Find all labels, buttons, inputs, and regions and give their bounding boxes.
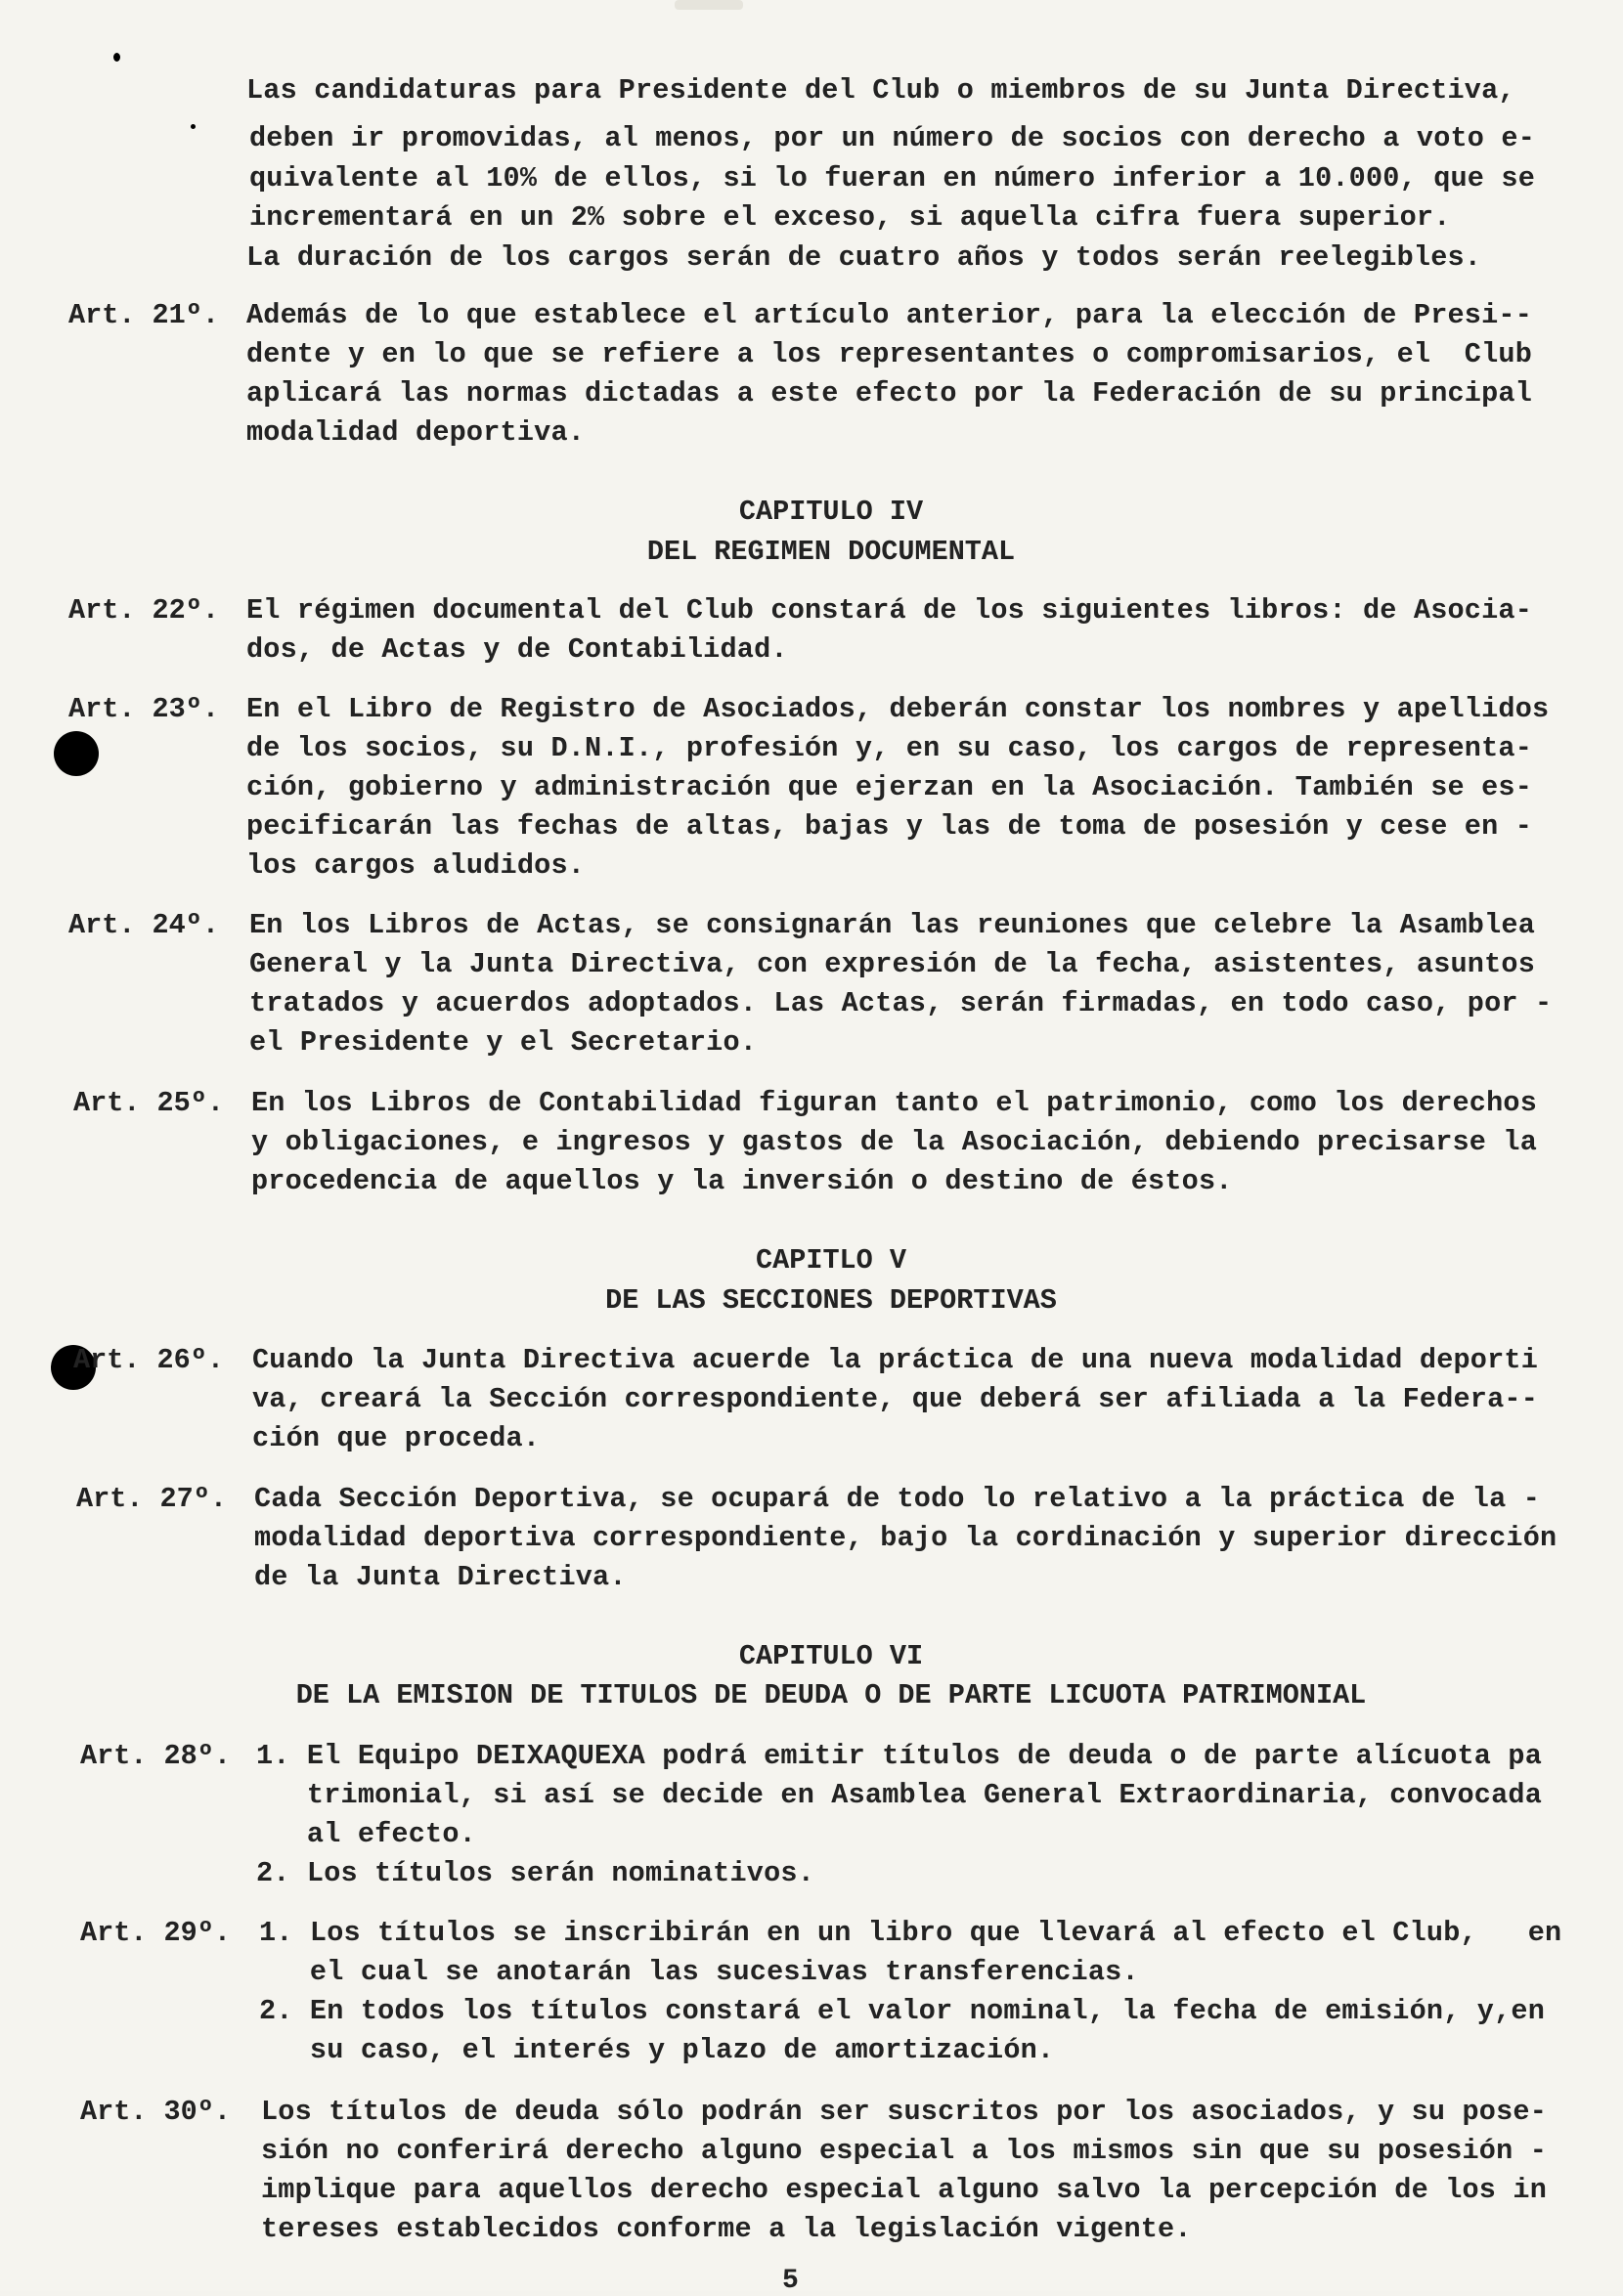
- article-line: modalidad deportiva correspondiente, bajo la cordinación y superior dirección: [254, 1522, 1557, 1554]
- article-line: 1. El Equipo DEIXAQUEXA podrá emitir títulos de deuda o de parte alícuota pa: [256, 1740, 1543, 1772]
- article-line: procedencia de aquellos y la inversión o destino de éstos.: [251, 1165, 1233, 1197]
- article-line: pecificarán las fechas de altas, bajas y las de toma de posesión y cese en -: [246, 810, 1533, 843]
- article-line: de la Junta Directiva.: [254, 1561, 627, 1593]
- article-line: su caso, el interés y plazo de amortización.: [259, 2034, 1055, 2066]
- article-label: Art. 24º.: [68, 909, 219, 941]
- article-line: aplicará las normas dictadas a este efecto por la Federación de su principal: [246, 377, 1533, 410]
- article-line: sión no conferirá derecho alguno especial a los mismos sin que su posesión -: [261, 2135, 1548, 2167]
- intro-line: La duración de los cargos serán de cuatro años y todos serán reelegibles.: [246, 241, 1482, 274]
- article-line: 1. Los títulos se inscribirán en un libro que llevará al efecto el Club, en: [259, 1917, 1562, 1949]
- article-line: En los Libros de Contabilidad figuran tanto el patrimonio, como los derechos: [251, 1087, 1538, 1119]
- article-label: Art. 29º.: [80, 1917, 231, 1949]
- chapter-number: CAPITULO VI: [738, 1640, 924, 1672]
- article-line: 2. Los títulos serán nominativos.: [256, 1857, 814, 1889]
- chapter-title: DE LA EMISION DE TITULOS DE DEUDA O DE PARTE LICUOTA PATRIMONIAL: [295, 1679, 1367, 1711]
- ink-speck: [113, 53, 120, 62]
- article-label: Art. 21º.: [68, 299, 219, 331]
- article-line: trimonial, si así se decide en Asamblea General Extraordinaria, convocada: [256, 1779, 1543, 1811]
- article-label: Art. 27º.: [76, 1483, 227, 1515]
- article-label: Art. 25º.: [73, 1087, 224, 1119]
- article-line: Los títulos de deuda sólo podrán ser suscritos por los asociados, y su pose-: [261, 2096, 1548, 2128]
- article-label: Art. 26º.: [73, 1344, 224, 1376]
- article-label: Art. 30º.: [80, 2096, 231, 2128]
- article-line: de los socios, su D.N.I., profesión y, en su caso, los cargos de representa-: [246, 732, 1533, 764]
- intro-line: quivalente al 10% de ellos, si lo fueran en número inferior a 10.000, que se: [249, 162, 1536, 195]
- article-line: ción, gobierno y administración que ejerzan en la Asociación. También se es-: [246, 771, 1533, 803]
- chapter-number: CAPITLO V: [756, 1244, 906, 1277]
- intro-line: incrementará en un 2% sobre el exceso, si aquella cifra fuera superior.: [249, 201, 1451, 234]
- scan-smudge: [675, 0, 743, 10]
- article-line: tereses establecidos conforme a la legislación vigente.: [261, 2213, 1192, 2245]
- article-line: y obligaciones, e ingresos y gastos de la Asociación, debiendo precisarse la: [251, 1126, 1538, 1158]
- article-line: va, creará la Sección correspondiente, que deberá ser afiliada a la Federa--: [252, 1383, 1539, 1415]
- article-label: Art. 28º.: [80, 1740, 231, 1772]
- article-line: En los Libros de Actas, se consignarán las reuniones que celebre la Asamblea: [249, 909, 1536, 941]
- article-line: Además de lo que establece el artículo anterior, para la elección de Presi--: [246, 299, 1533, 331]
- article-line: Cada Sección Deportiva, se ocupará de todo lo relativo a la práctica de la -: [254, 1483, 1541, 1515]
- chapter-title: DEL REGIMEN DOCUMENTAL: [646, 536, 1016, 568]
- intro-line: deben ir promovidas, al menos, por un número de socios con derecho a voto e-: [249, 122, 1536, 154]
- article-line: Cuando la Junta Directiva acuerde la práctica de una nueva modalidad deporti: [252, 1344, 1539, 1376]
- page-number: 5: [782, 2266, 799, 2296]
- punch-hole-mark: [54, 731, 99, 776]
- article-line: al efecto.: [256, 1818, 476, 1850]
- article-line: tratados y acuerdos adoptados. Las Actas, serán firmadas, en todo caso, por -: [249, 987, 1553, 1019]
- article-label: Art. 23º.: [68, 693, 219, 725]
- article-line: modalidad deportiva.: [246, 416, 586, 449]
- intro-line: Las candidaturas para Presidente del Club o miembros de su Junta Directiva,: [246, 74, 1515, 107]
- chapter-number: CAPITULO IV: [738, 496, 924, 528]
- ink-speck: [191, 124, 196, 129]
- article-line: el Presidente y el Secretario.: [249, 1026, 758, 1059]
- article-line: General y la Junta Directiva, con expresión de la fecha, asistentes, asuntos: [249, 948, 1536, 980]
- article-label: Art. 22º.: [68, 594, 219, 627]
- article-line: ción que proceda.: [252, 1422, 541, 1454]
- article-line: los cargos aludidos.: [246, 849, 586, 882]
- article-line: implique para aquellos derecho especial alguno salvo la percepción de los in: [261, 2174, 1548, 2206]
- article-line: dente y en lo que se refiere a los representantes o compromisarios, el Club: [246, 338, 1533, 370]
- article-line: El régimen documental del Club constará de los siguientes libros: de Asocia-: [246, 594, 1533, 627]
- article-line: 2. En todos los títulos constará el valor nominal, la fecha de emisión, y,en: [259, 1995, 1546, 2027]
- chapter-title: DE LAS SECCIONES DEPORTIVAS: [605, 1284, 1057, 1317]
- article-line: el cual se anotarán las sucesivas transferencias.: [259, 1956, 1139, 1988]
- article-line: En el Libro de Registro de Asociados, deberán constar los nombres y apellidos: [246, 693, 1550, 725]
- article-line: dos, de Actas y de Contabilidad.: [246, 633, 788, 666]
